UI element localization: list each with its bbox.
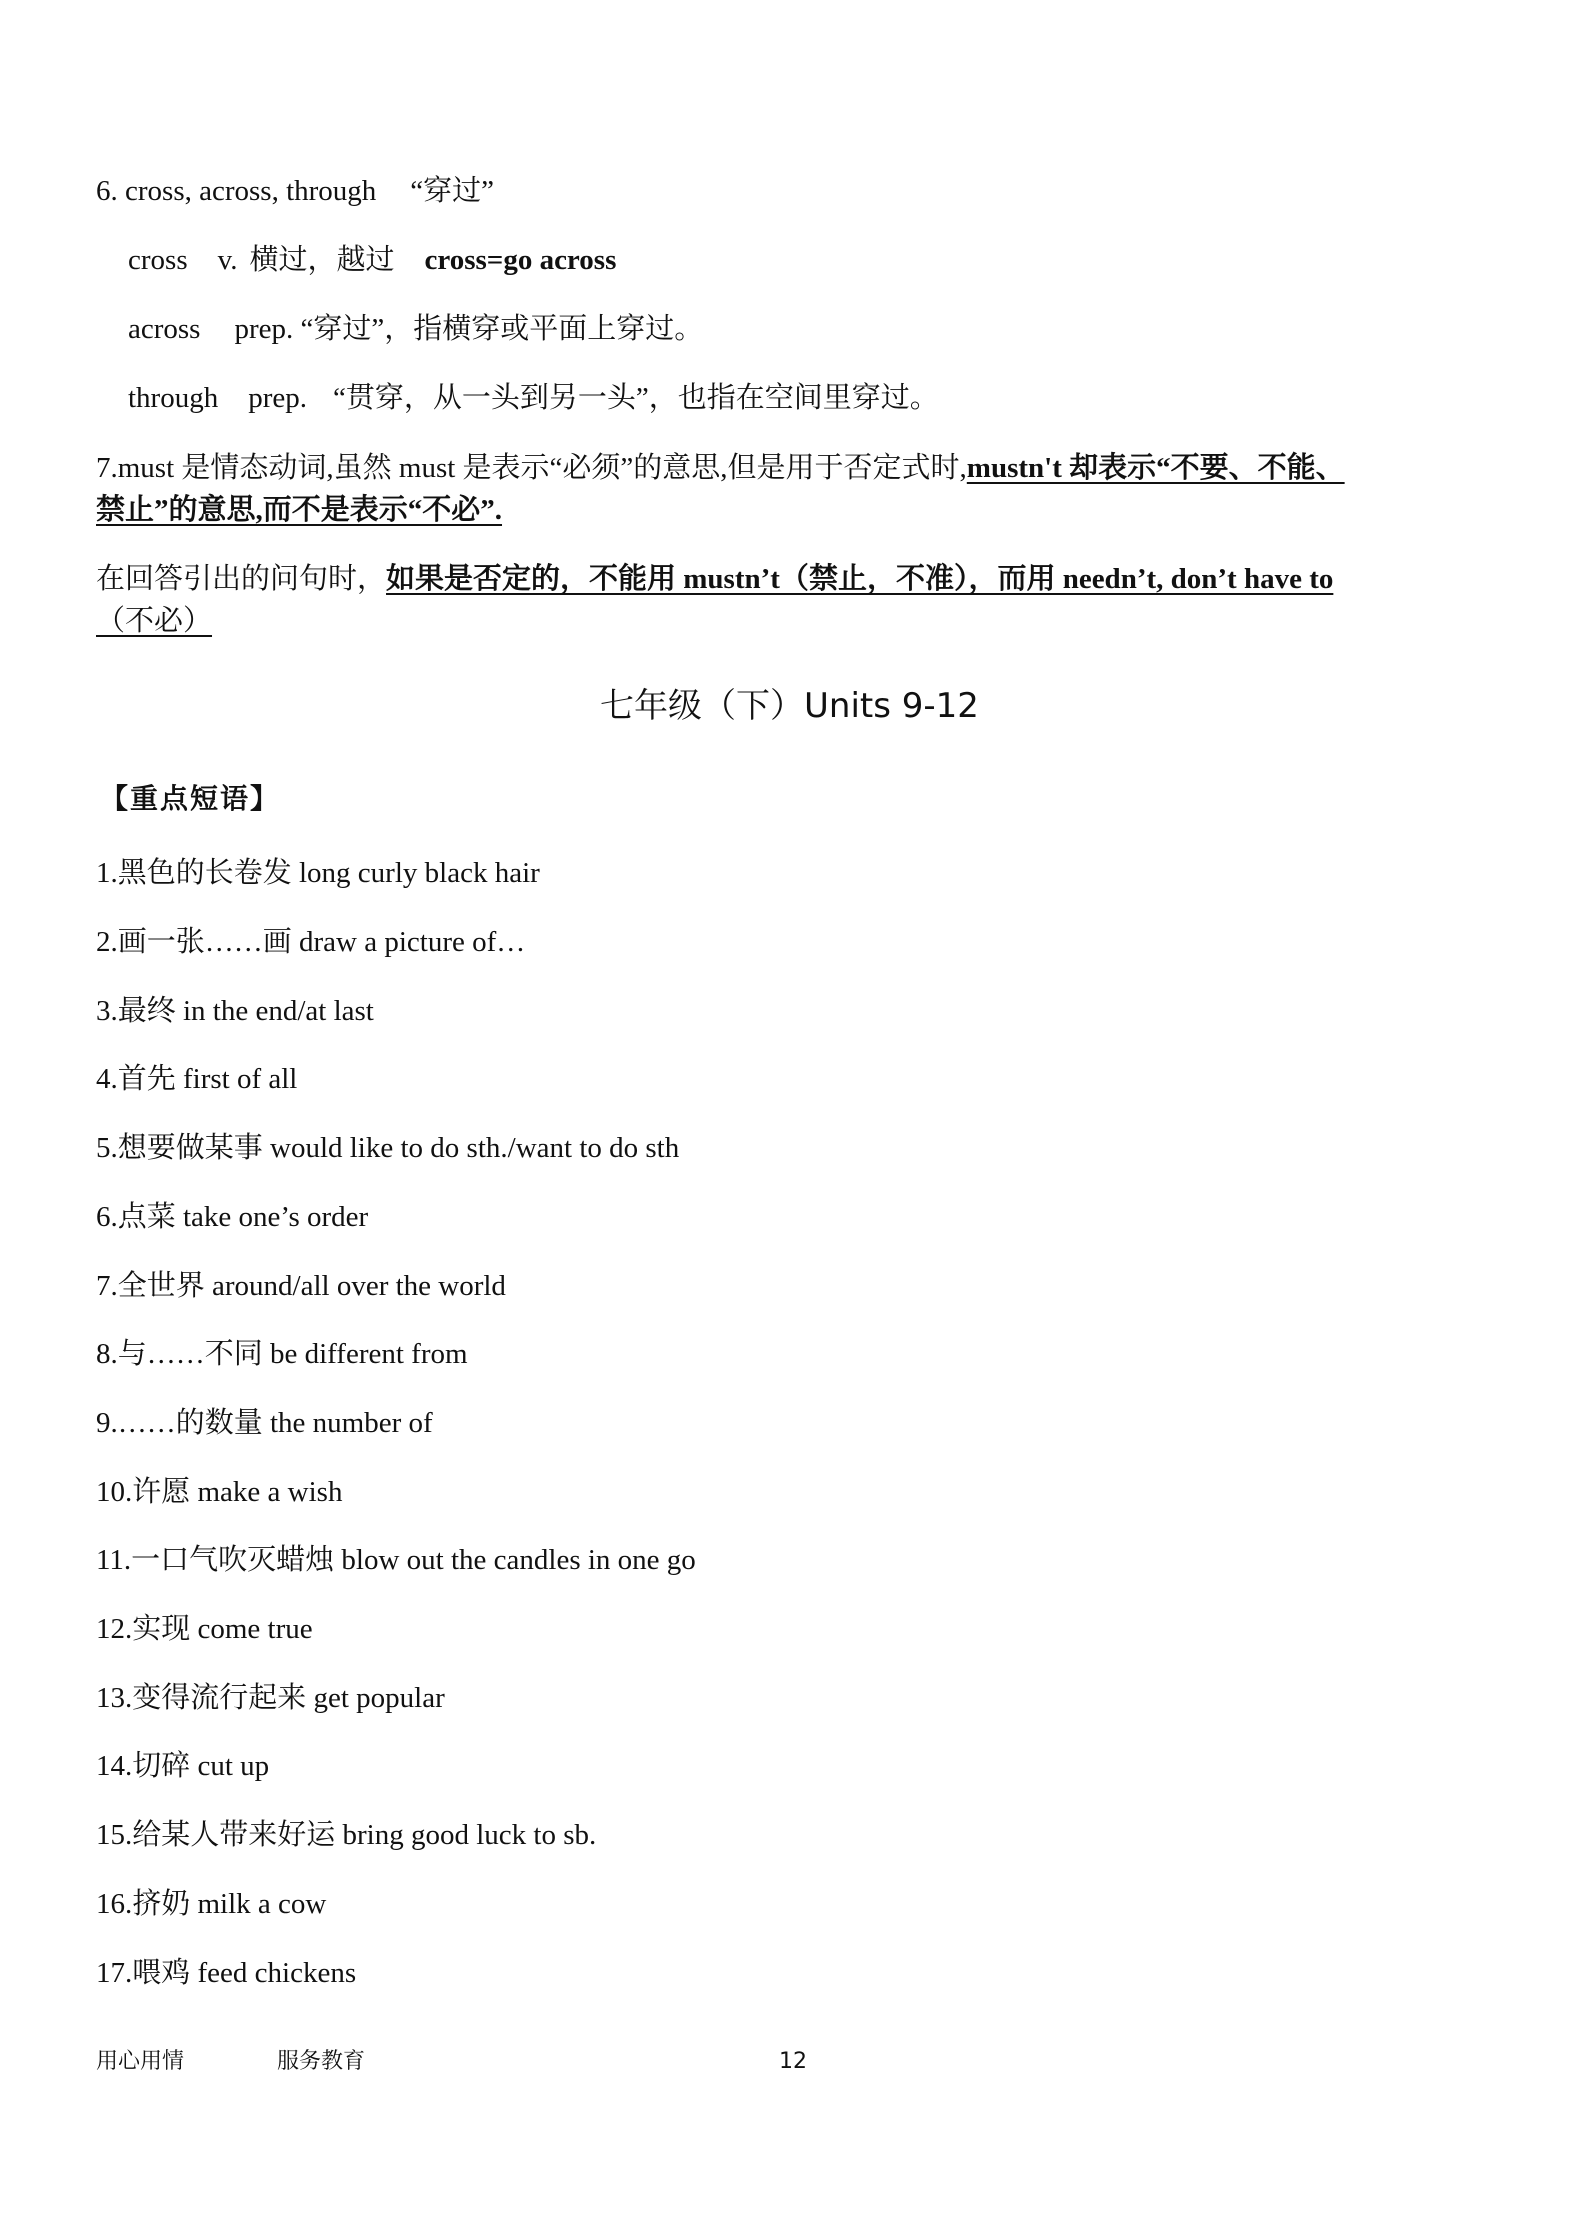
cross-equation: cross=go across <box>424 244 617 276</box>
note-through-line <box>128 378 939 418</box>
list-item: 17.喂鸡 feed chickens <box>96 1957 357 1989</box>
item7-emphasis-1: mustn't 却表示“不要、不能、 <box>966 452 1345 484</box>
note-item-7-line1 <box>96 448 1345 488</box>
list-item: 6.点菜 take one’s order <box>96 1201 369 1233</box>
list-item: 13.变得流行起来 get popular <box>96 1682 445 1714</box>
item7-plain-text: 7.must 是情态动词,虽然 must 是表示“必须”的意思,但是用于否定式时, <box>96 452 967 484</box>
list-item: 16.挤奶 milk a cow <box>96 1888 327 1920</box>
list-item: 2.画一张……画 draw a picture of… <box>96 926 526 958</box>
list-item: 12.实现 come true <box>96 1613 313 1645</box>
through-pos: prep. <box>248 382 307 414</box>
section-title: 【重点短语】 <box>100 782 281 815</box>
note-item-6-title <box>96 171 494 211</box>
list-item: 10.许愿 make a wish <box>96 1476 343 1508</box>
unit-heading: 七年级（下）Units 9-12 <box>600 686 979 726</box>
list-item: 3.最终 in the end/at last <box>96 995 374 1027</box>
answer-emphasis-1: 如果是否定的，不能用 mustn’t（禁止，不准），而用 needn’t, don’t have to <box>386 563 1334 595</box>
note-answer-line1 <box>96 559 1333 599</box>
across-def: prep. “穿过”，指横穿或平面上穿过。 <box>234 313 704 345</box>
cross-pos: v. <box>217 244 238 276</box>
note-item-7-line2 <box>96 490 502 530</box>
list-item: 4.首先 first of all <box>96 1063 298 1095</box>
answer-emphasis-2: （不必） <box>96 605 213 637</box>
item6-meaning: “穿过” <box>410 175 495 207</box>
answer-plain-text: 在回答引出的问句时， <box>96 563 387 595</box>
list-item: 8.与……不同 be different from <box>96 1338 468 1370</box>
item7-emphasis-2: 禁止”的意思,而不是表示“不必”. <box>96 494 503 526</box>
across-word: across <box>128 313 201 345</box>
footer-motto-2: 服务教育 <box>277 2049 366 2074</box>
list-item: 5.想要做某事 would like to do sth./want to do sth <box>96 1132 680 1164</box>
list-item: 14.切碎 cut up <box>96 1750 270 1782</box>
cross-word: cross <box>128 244 188 276</box>
list-item: 7.全世界 around/all over the world <box>96 1270 506 1302</box>
list-item: 11.一口气吹灭蜡烛 blow out the candles in one go <box>96 1544 696 1576</box>
through-word: through <box>128 382 219 414</box>
list-item: 1.黑色的长卷发 long curly black hair <box>96 857 540 889</box>
item6-title: 6. cross, across, through <box>96 175 377 207</box>
footer-motto-1: 用心用情 <box>96 2049 185 2074</box>
cross-def: 横过，越过 <box>249 244 395 276</box>
list-item: 15.给某人带来好运 bring good luck to sb. <box>96 1819 597 1851</box>
note-answer-line2 <box>96 601 212 641</box>
list-item: 9.……的数量 the number of <box>96 1407 433 1439</box>
note-across-line <box>128 309 703 349</box>
through-def: “贯穿，从一头到另一头”，也指在空间里穿过。 <box>333 382 939 414</box>
page-number: 12 <box>779 2049 807 2074</box>
note-cross-line <box>128 240 616 280</box>
